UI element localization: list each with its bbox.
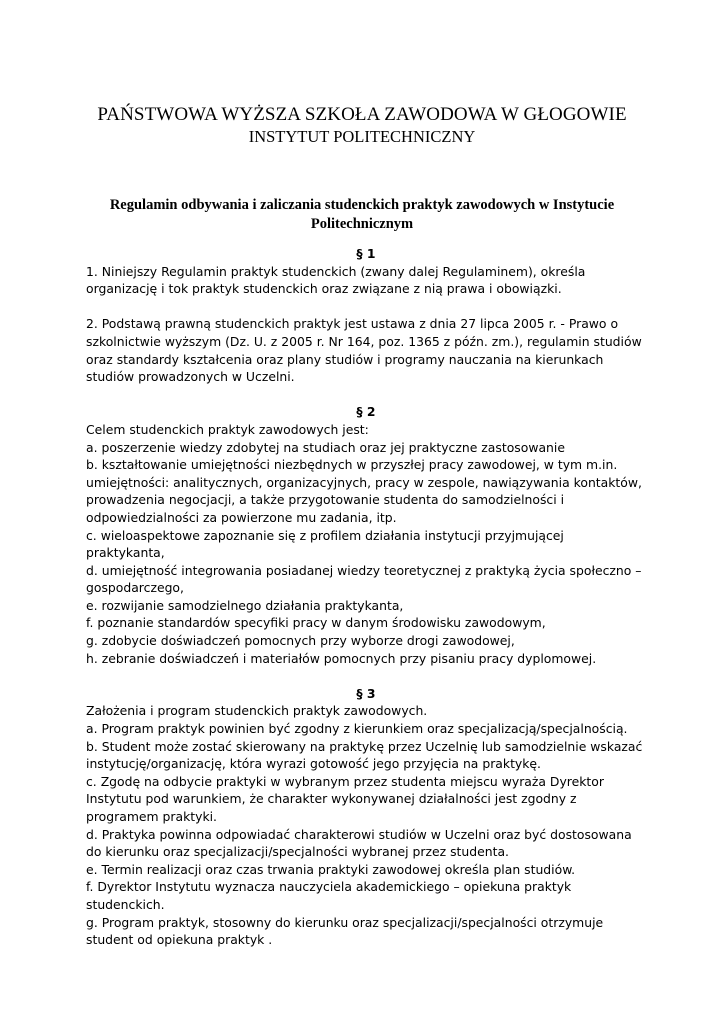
- list-item: e. rozwijanie samodzielnego działania praktykanta,: [86, 597, 404, 613]
- list-item: c. Zgodę na odbycie praktyki w wybranym przez studenta miejscu wyraża Dyrektor Instytutu pod warunkiem, że charakter wykonywanej działalności jest zgodny z programem praktyki.: [86, 773, 604, 824]
- list-item: d. Praktyka powinna odpowiadać charakterowi studiów w Uczelni oraz być dostosowana do kierunku oraz specjalizacji/specjalności wybranej przez studenta.: [86, 826, 632, 860]
- list-item: h. zebranie doświadczeń i materiałów pomocnych przy pisaniu pracy dyplomowej.: [86, 650, 597, 666]
- list-item: b. Student może zostać skierowany na praktykę przez Uczelnię lub samodzielnie wskazać instytucję/organizację, która wyrazi gotowość jego przyjęcia na praktykę.: [86, 738, 643, 772]
- list-item: d. umiejętność integrowania posiadanej wiedzy teoretycznej z praktyką życia społeczno – gospodarczego,: [86, 562, 642, 596]
- section-3-intro: Założenia i program studenckich praktyk zawodowych.: [86, 703, 428, 719]
- section-3-heading: § 3: [356, 685, 376, 701]
- list-item: a. Program praktyk powinien być zgodny z kierunkiem oraz specjalizacją/specjalnością.: [86, 721, 628, 737]
- document-body: [86, 245, 646, 949]
- section-1-paragraph-2: 2. Podstawą prawną studenckich praktyk jest ustawa z dnia 27 lipca 2005 r. - Prawo o szkolnictwie wyższym (Dz. U. z 2005 r. Nr 164, poz. 1365 z późn. zm.), regulamin studiów oraz standardy kształcenia oraz plany studiów i programy nauczania na kierunkach studiów prowadzonych w Uczelni.: [86, 316, 642, 385]
- list-item: f. Dyrektor Instytutu wyznacza nauczyciela akademickiego – opiekuna praktyk studenckich.: [86, 879, 572, 912]
- document-title: Regulamin odbywania i zaliczania studenckich praktyk zawodowych w Instytucie Politechnicznym: [109, 197, 615, 232]
- list-item: f. poznanie standardów specyfiki pracy w danym środowisku zawodowym,: [86, 615, 546, 631]
- list-item: g. Program praktyk, stosowny do kierunku oraz specjalizacji/specjalności otrzymuje student od opiekuna praktyk .: [86, 914, 604, 948]
- list-item: b. kształtowanie umiejętności niezbędnych w przyszłej pracy zawodowej, w tym m.in. umiejętności: analitycznych, organizacyjnych, pracy w zespole, nawiązywania kontaktów, prowadzenia negocjacji, a także przygotowanie studenta do samodzielności i odpowiedzialności za powierzone mu zadania, itp.: [86, 457, 642, 525]
- school-name-heading: PAŃSTWOWA WYŻSZA SZKOŁA ZAWODOWA W GŁOGOWIE: [97, 104, 627, 125]
- list-item: e. Termin realizacji oraz czas trwania praktyki zawodowej określa plan studiów.: [86, 861, 576, 877]
- institute-name-heading: INSTYTUT POLITECHNICZNY: [248, 127, 476, 146]
- list-item: c. wieloaspektowe zapoznanie się z profilem działania instytucji przyjmującej praktykanta,: [86, 527, 564, 561]
- list-item: a. poszerzenie wiedzy zdobytej na studiach oraz jej praktyczne zastosowanie: [86, 439, 565, 455]
- section-2-intro: Celem studenckich praktyk zawodowych jest:: [86, 421, 369, 437]
- section-2-heading: § 2: [356, 404, 376, 420]
- list-item: g. zdobycie doświadczeń pomocnych przy wyborze drogi zawodowej,: [86, 633, 515, 649]
- section-1-paragraph-1: 1. Niniejszy Regulamin praktyk studenckich (zwany dalej Regulaminem), określa organizację i tok praktyk studenckich oraz związane z nią prawa i obowiązki.: [86, 263, 586, 297]
- section-1-heading: § 1: [356, 246, 376, 261]
